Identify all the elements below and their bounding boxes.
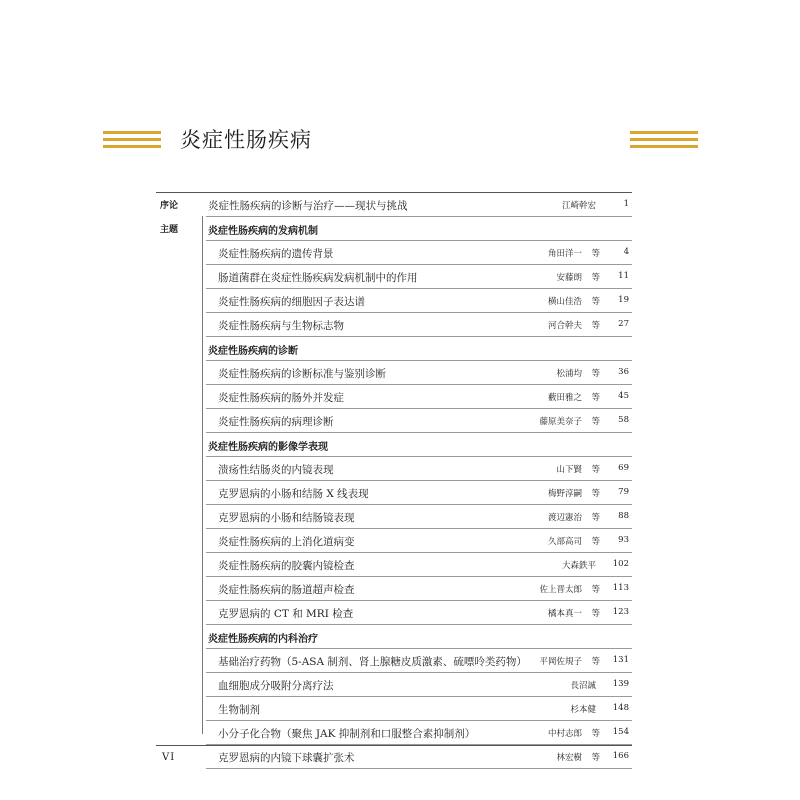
entry-page: 148 bbox=[612, 703, 629, 713]
preface-title: 炎症性肠疾病的诊断与治疗——现状与挑战 bbox=[208, 200, 408, 212]
entry-page: 139 bbox=[612, 679, 629, 689]
section-heading-row[interactable] bbox=[156, 337, 632, 361]
vertical-rule bbox=[202, 216, 203, 734]
entry-author: 橘本真一 bbox=[547, 609, 582, 619]
entry-etal: 等 bbox=[591, 513, 600, 523]
entry-page: 154 bbox=[612, 727, 629, 737]
entry-etal: 等 bbox=[591, 249, 600, 259]
toc-entry[interactable] bbox=[156, 481, 632, 505]
preface-page: 1 bbox=[623, 199, 629, 209]
preface-author: 江崎幹宏 bbox=[561, 201, 596, 211]
section-heading-row[interactable] bbox=[156, 217, 632, 241]
entry-page: 27 bbox=[618, 319, 629, 329]
entry-title: 克罗恩病的内镜下球囊扩张术 bbox=[218, 752, 355, 764]
entry-etal: 等 bbox=[591, 273, 600, 283]
preface-row[interactable] bbox=[156, 193, 632, 217]
entry-etal: 等 bbox=[591, 417, 600, 427]
section-heading: 炎症性肠疾病的发病机制 bbox=[208, 226, 318, 237]
page-number: VI bbox=[162, 752, 176, 763]
toc-entry[interactable] bbox=[156, 265, 632, 289]
entry-page: 11 bbox=[618, 271, 629, 281]
entry-author: 大森鉄平 bbox=[561, 561, 596, 571]
toc-entry[interactable] bbox=[156, 745, 632, 769]
toc-entry[interactable] bbox=[156, 409, 632, 433]
title-decoration-left bbox=[103, 131, 161, 152]
section-heading-row[interactable] bbox=[156, 433, 632, 457]
toc-entry[interactable] bbox=[156, 601, 632, 625]
entry-title: 克罗恩病的小肠和结肠 X 线表现 bbox=[218, 488, 369, 500]
entry-author: 長沼誠 bbox=[570, 681, 596, 691]
entry-etal: 等 bbox=[591, 657, 600, 667]
entry-title: 生物制剂 bbox=[218, 704, 260, 716]
entry-page: 88 bbox=[618, 511, 629, 521]
toc-entry[interactable] bbox=[156, 721, 632, 745]
entry-etal: 等 bbox=[591, 729, 600, 739]
toc-entry[interactable] bbox=[156, 505, 632, 529]
toc-entry[interactable] bbox=[156, 289, 632, 313]
entry-author: 杉本健 bbox=[570, 705, 596, 715]
title-decoration-right bbox=[630, 131, 698, 152]
entry-title: 炎症性肠疾病的诊断标准与鉴别诊断 bbox=[218, 368, 386, 380]
entry-page: 113 bbox=[612, 583, 629, 593]
entry-author: 藪田雅之 bbox=[547, 393, 582, 403]
entry-author: 松浦均 bbox=[556, 369, 582, 379]
entry-page: 166 bbox=[612, 751, 629, 761]
entry-title: 克罗恩病的小肠和结肠镜表现 bbox=[218, 512, 355, 524]
toc-entry[interactable] bbox=[156, 697, 632, 721]
entry-title: 血细胞成分吸附分离疗法 bbox=[218, 680, 334, 692]
toc-entry[interactable] bbox=[156, 673, 632, 697]
entry-page: 36 bbox=[618, 367, 629, 377]
entry-title: 炎症性肠疾病的病理诊断 bbox=[218, 416, 334, 428]
table-of-contents bbox=[156, 192, 632, 769]
entry-page: 4 bbox=[623, 247, 629, 257]
entry-page: 45 bbox=[618, 391, 629, 401]
entry-etal: 等 bbox=[591, 465, 600, 475]
entry-author: 河合幹夫 bbox=[547, 321, 582, 331]
entry-title: 溃疡性结肠炎的内镜表现 bbox=[218, 464, 334, 476]
entry-etal: 等 bbox=[591, 489, 600, 499]
entry-author: 横山佳浩 bbox=[547, 297, 582, 307]
entry-title: 炎症性肠疾病与生物标志物 bbox=[218, 320, 344, 332]
toc-entry[interactable] bbox=[156, 361, 632, 385]
entry-title: 炎症性肠疾病的肠道超声检查 bbox=[218, 584, 355, 596]
entry-page: 19 bbox=[618, 295, 629, 305]
toc-entry[interactable] bbox=[156, 313, 632, 337]
entry-title: 炎症性肠疾病的胶囊内镜检查 bbox=[218, 560, 355, 572]
entry-author: 中村志郎 bbox=[547, 729, 582, 739]
toc-entry[interactable] bbox=[156, 529, 632, 553]
entry-author: 久部高司 bbox=[547, 537, 582, 547]
entry-etal: 等 bbox=[591, 537, 600, 547]
entry-page: 131 bbox=[612, 655, 629, 665]
toc-entry[interactable] bbox=[156, 553, 632, 577]
entry-author: 佐上晋太郎 bbox=[539, 585, 582, 595]
entry-etal: 等 bbox=[591, 369, 600, 379]
entry-author: 梅野淳嗣 bbox=[547, 489, 582, 499]
entry-page: 102 bbox=[612, 559, 629, 569]
entry-page: 93 bbox=[618, 535, 629, 545]
entry-etal: 等 bbox=[591, 585, 600, 595]
entry-title: 炎症性肠疾病的细胞因子表达谱 bbox=[218, 296, 365, 308]
row-divider bbox=[206, 768, 632, 769]
entry-author: 林宏樹 bbox=[556, 753, 582, 763]
entry-author: 安藤朗 bbox=[556, 273, 582, 283]
entry-author: 渡辺憲治 bbox=[547, 513, 582, 523]
entry-etal: 等 bbox=[591, 297, 600, 307]
page-title: 炎症性肠疾病 bbox=[180, 128, 312, 152]
toc-entry[interactable] bbox=[156, 457, 632, 481]
entry-title: 炎症性肠疾病的遗传背景 bbox=[218, 248, 334, 260]
toc-entry[interactable] bbox=[156, 241, 632, 265]
entry-etal: 等 bbox=[591, 393, 600, 403]
entry-title: 基础治疗药物（5-ASA 制剂、肾上腺糖皮质激素、硫嘌呤类药物） bbox=[218, 656, 527, 668]
entry-title: 炎症性肠疾病的肠外并发症 bbox=[218, 392, 344, 404]
entry-title: 炎症性肠疾病的上消化道病变 bbox=[218, 536, 355, 548]
entry-page: 58 bbox=[618, 415, 629, 425]
entry-title: 小分子化合物（聚焦 JAK 抑制剂和口服整合素抑制剂） bbox=[218, 728, 476, 740]
section-heading: 炎症性肠疾病的诊断 bbox=[208, 346, 298, 357]
toc-entry[interactable] bbox=[156, 649, 632, 673]
entry-etal: 等 bbox=[591, 753, 600, 763]
entry-title: 克罗恩病的 CT 和 MRI 检查 bbox=[218, 608, 354, 620]
toc-bottom-rule bbox=[156, 745, 632, 746]
topics-label: 主题 bbox=[160, 225, 179, 235]
entry-page: 79 bbox=[618, 487, 629, 497]
entry-etal: 等 bbox=[591, 321, 600, 331]
entry-page: 123 bbox=[612, 607, 629, 617]
toc-entry[interactable] bbox=[156, 385, 632, 409]
section-heading: 炎症性肠疾病的影像学表现 bbox=[208, 442, 328, 453]
entry-author: 角田洋一 bbox=[547, 249, 582, 259]
entry-etal: 等 bbox=[591, 609, 600, 619]
entry-author: 山下賢 bbox=[556, 465, 582, 475]
entry-page: 69 bbox=[618, 463, 629, 473]
entry-author: 平岡佐規子 bbox=[539, 657, 582, 667]
entry-title: 肠道菌群在炎症性肠疾病发病机制中的作用 bbox=[218, 272, 418, 284]
entry-author: 藤原美奈子 bbox=[539, 417, 582, 427]
section-heading-row[interactable] bbox=[156, 625, 632, 649]
toc-entry[interactable] bbox=[156, 577, 632, 601]
section-heading: 炎症性肠疾病的内科治疗 bbox=[208, 634, 318, 645]
preface-label: 序论 bbox=[160, 201, 179, 211]
